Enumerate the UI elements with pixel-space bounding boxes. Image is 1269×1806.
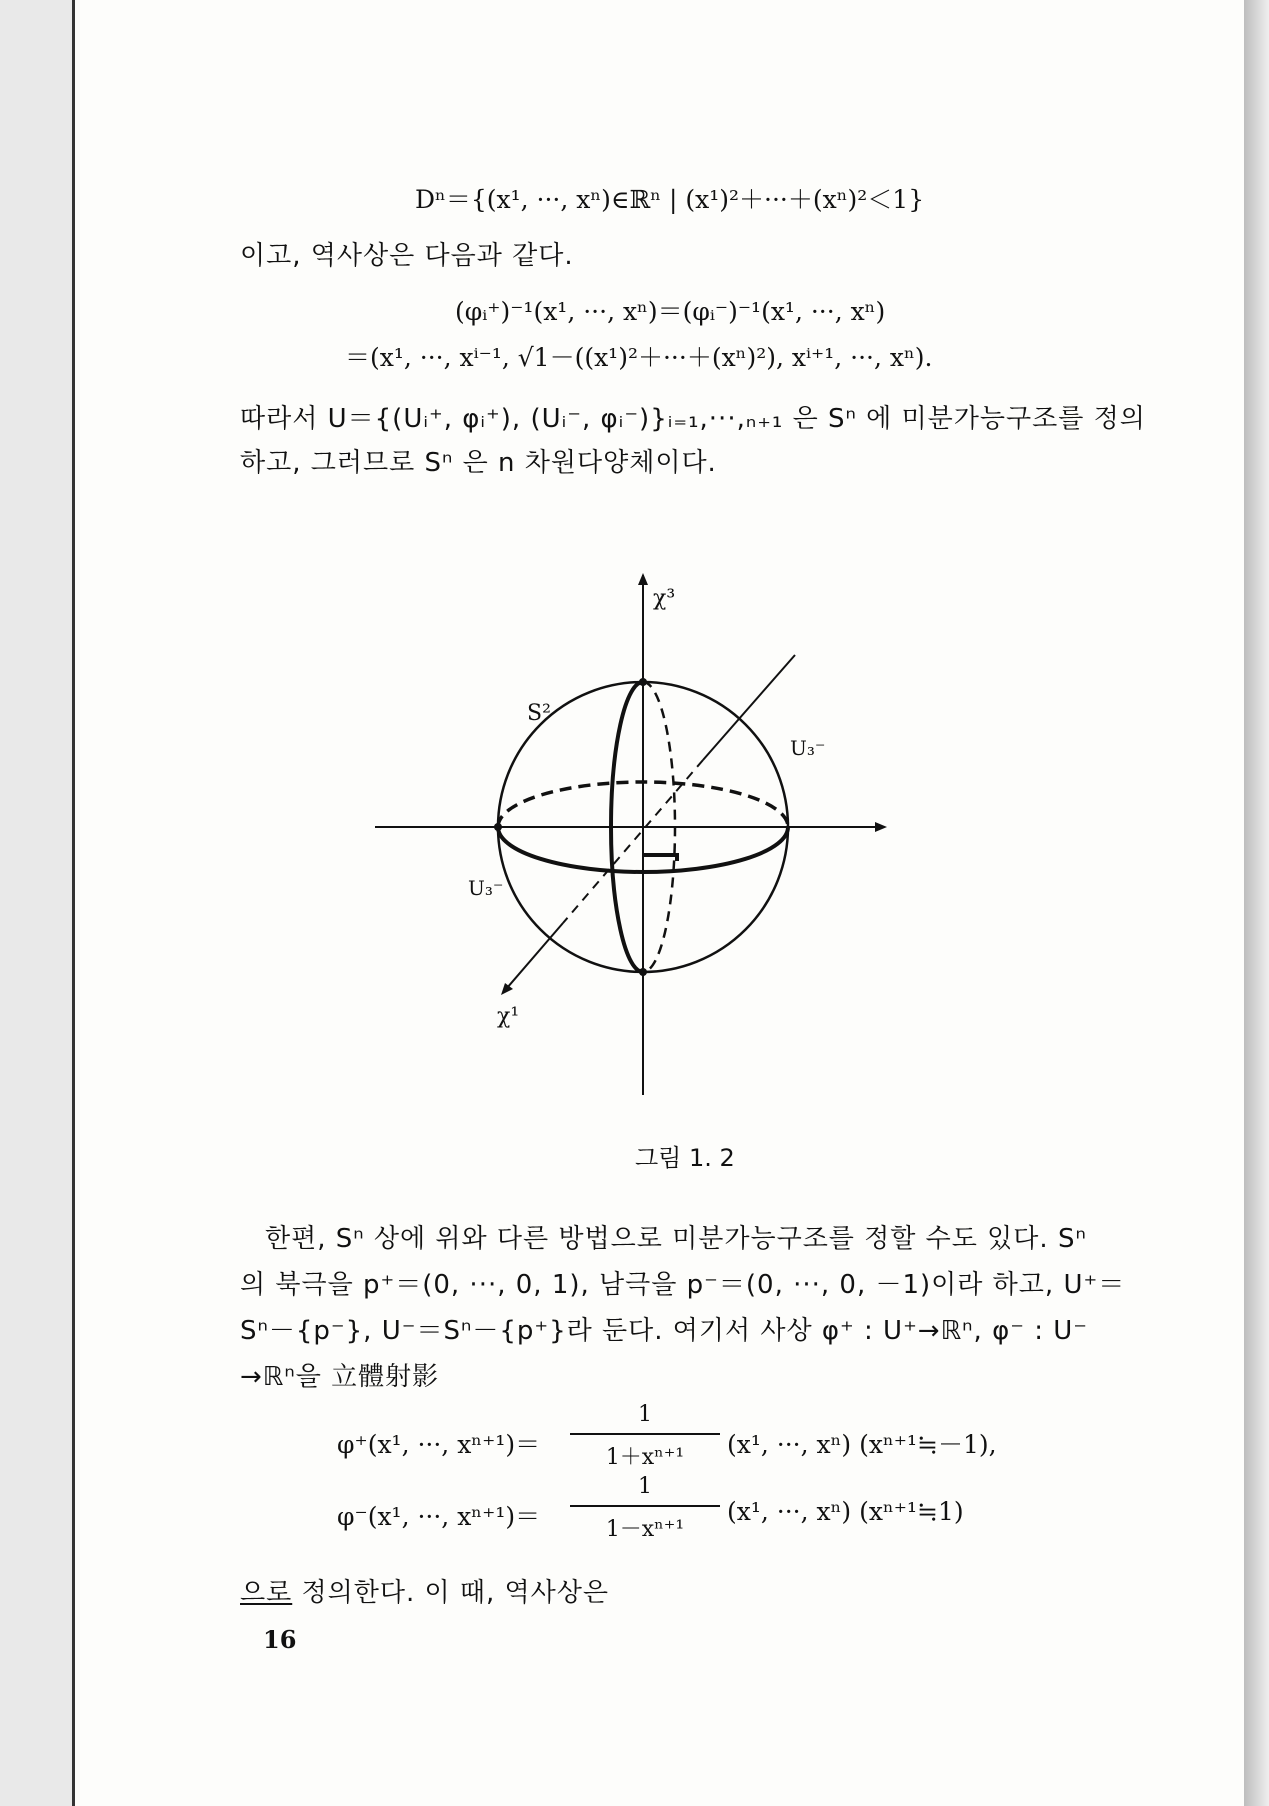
label-x3: χ³ <box>653 586 676 611</box>
equation-phi-plus-rhs: (x¹, ···, xⁿ) (xⁿ⁺¹≒－1), <box>727 1430 997 1459</box>
vertical-axis-arrowhead <box>638 573 648 585</box>
label-x1: χ¹ <box>497 1004 520 1029</box>
sphere-figure <box>375 555 895 1105</box>
equation-phi-plus-numerator: 1 <box>638 1402 652 1427</box>
paragraph1-line2: 하고, 그러므로 Sⁿ 은 n 차원다양체이다. <box>240 448 717 478</box>
label-u3-left: U₃⁻ <box>468 876 504 900</box>
equation-inverse-2: ＝(x¹, ···, xⁱ⁻¹, √1－((x¹)²＋···＋(xⁿ)²), xⁱ⁺¹, ···, xⁿ). <box>345 343 933 372</box>
diagonal-axis-arrowhead <box>501 983 513 995</box>
equation-phi-plus-fraction-bar <box>570 1433 720 1435</box>
paragraph2-line3: Sⁿ－{p⁻}, U⁻＝Sⁿ－{p⁺}라 둔다. 여기서 사상 φ⁺ : U⁺→ℝⁿ, φ⁻ : U⁻ <box>240 1316 1088 1346</box>
equation-inverse-1: (φᵢ⁺)⁻¹(x¹, ···, xⁿ)＝(φᵢ⁻)⁻¹(x¹, ···, xⁿ) <box>455 297 886 326</box>
horizontal-axis-arrowhead <box>875 822 887 832</box>
final-text-rest: 정의한다. 이 때, 역사상은 <box>292 1578 609 1608</box>
diagonal-axis-outer-bottom <box>507 923 563 988</box>
page-sheet <box>72 0 1247 1806</box>
equation-phi-minus-numerator: 1 <box>638 1474 652 1499</box>
paragraph1-line1: 따라서 U＝{(Uᵢ⁺, φᵢ⁺), (Uᵢ⁻, φᵢ⁻)}ᵢ₌₁,···,ₙ₊₁ 은 Sⁿ 에 미분가능구조를 정의 <box>240 404 1146 434</box>
south-pole-point <box>639 968 647 976</box>
equation-dn: Dⁿ＝{(x¹, ···, xⁿ)∈ℝⁿ | (x¹)²＋···＋(xⁿ)²＜1} <box>415 185 925 214</box>
equation-phi-minus-fraction-bar <box>570 1505 720 1507</box>
figure-caption: 그림 1. 2 <box>635 1144 735 1172</box>
page-edge-shadow <box>1244 0 1269 1806</box>
label-s2: S² <box>527 701 551 726</box>
final-text-underlined: 으로 <box>240 1578 293 1608</box>
origin-mark <box>643 855 677 861</box>
north-pole-point <box>639 678 647 686</box>
inverse-intro-text: 이고, 역사상은 다음과 같다. <box>240 241 574 271</box>
equation-phi-minus-denominator: 1－xⁿ⁺¹ <box>605 1517 685 1542</box>
paragraph2-line1: 한편, Sⁿ 상에 위와 다른 방법으로 미분가능구조를 정할 수도 있다. Sⁿ <box>265 1224 1087 1254</box>
equation-phi-minus-rhs: (x¹, ···, xⁿ) (xⁿ⁺¹≒1) <box>727 1497 964 1526</box>
diagonal-axis-outer-top <box>703 655 795 760</box>
equator-left-point <box>494 823 502 831</box>
final-text-line <box>240 1572 609 1609</box>
equation-phi-minus-lhs: φ⁻(x¹, ···, xⁿ⁺¹)＝ <box>337 1502 541 1531</box>
equation-phi-plus-denominator: 1＋xⁿ⁺¹ <box>605 1445 685 1470</box>
equation-phi-plus-lhs: φ⁺(x¹, ···, xⁿ⁺¹)＝ <box>337 1430 541 1459</box>
paragraph2-line4: →ℝⁿ을 立體射影 <box>240 1362 440 1392</box>
paragraph2-line2: 의 북극을 p⁺＝(0, ···, 0, 1), 남극을 p⁻＝(0, ···, 0, －1)이라 하고, U⁺＝ <box>240 1270 1126 1300</box>
label-u3-right: U₃⁻ <box>790 736 826 760</box>
page-number: 16 <box>263 1625 297 1654</box>
